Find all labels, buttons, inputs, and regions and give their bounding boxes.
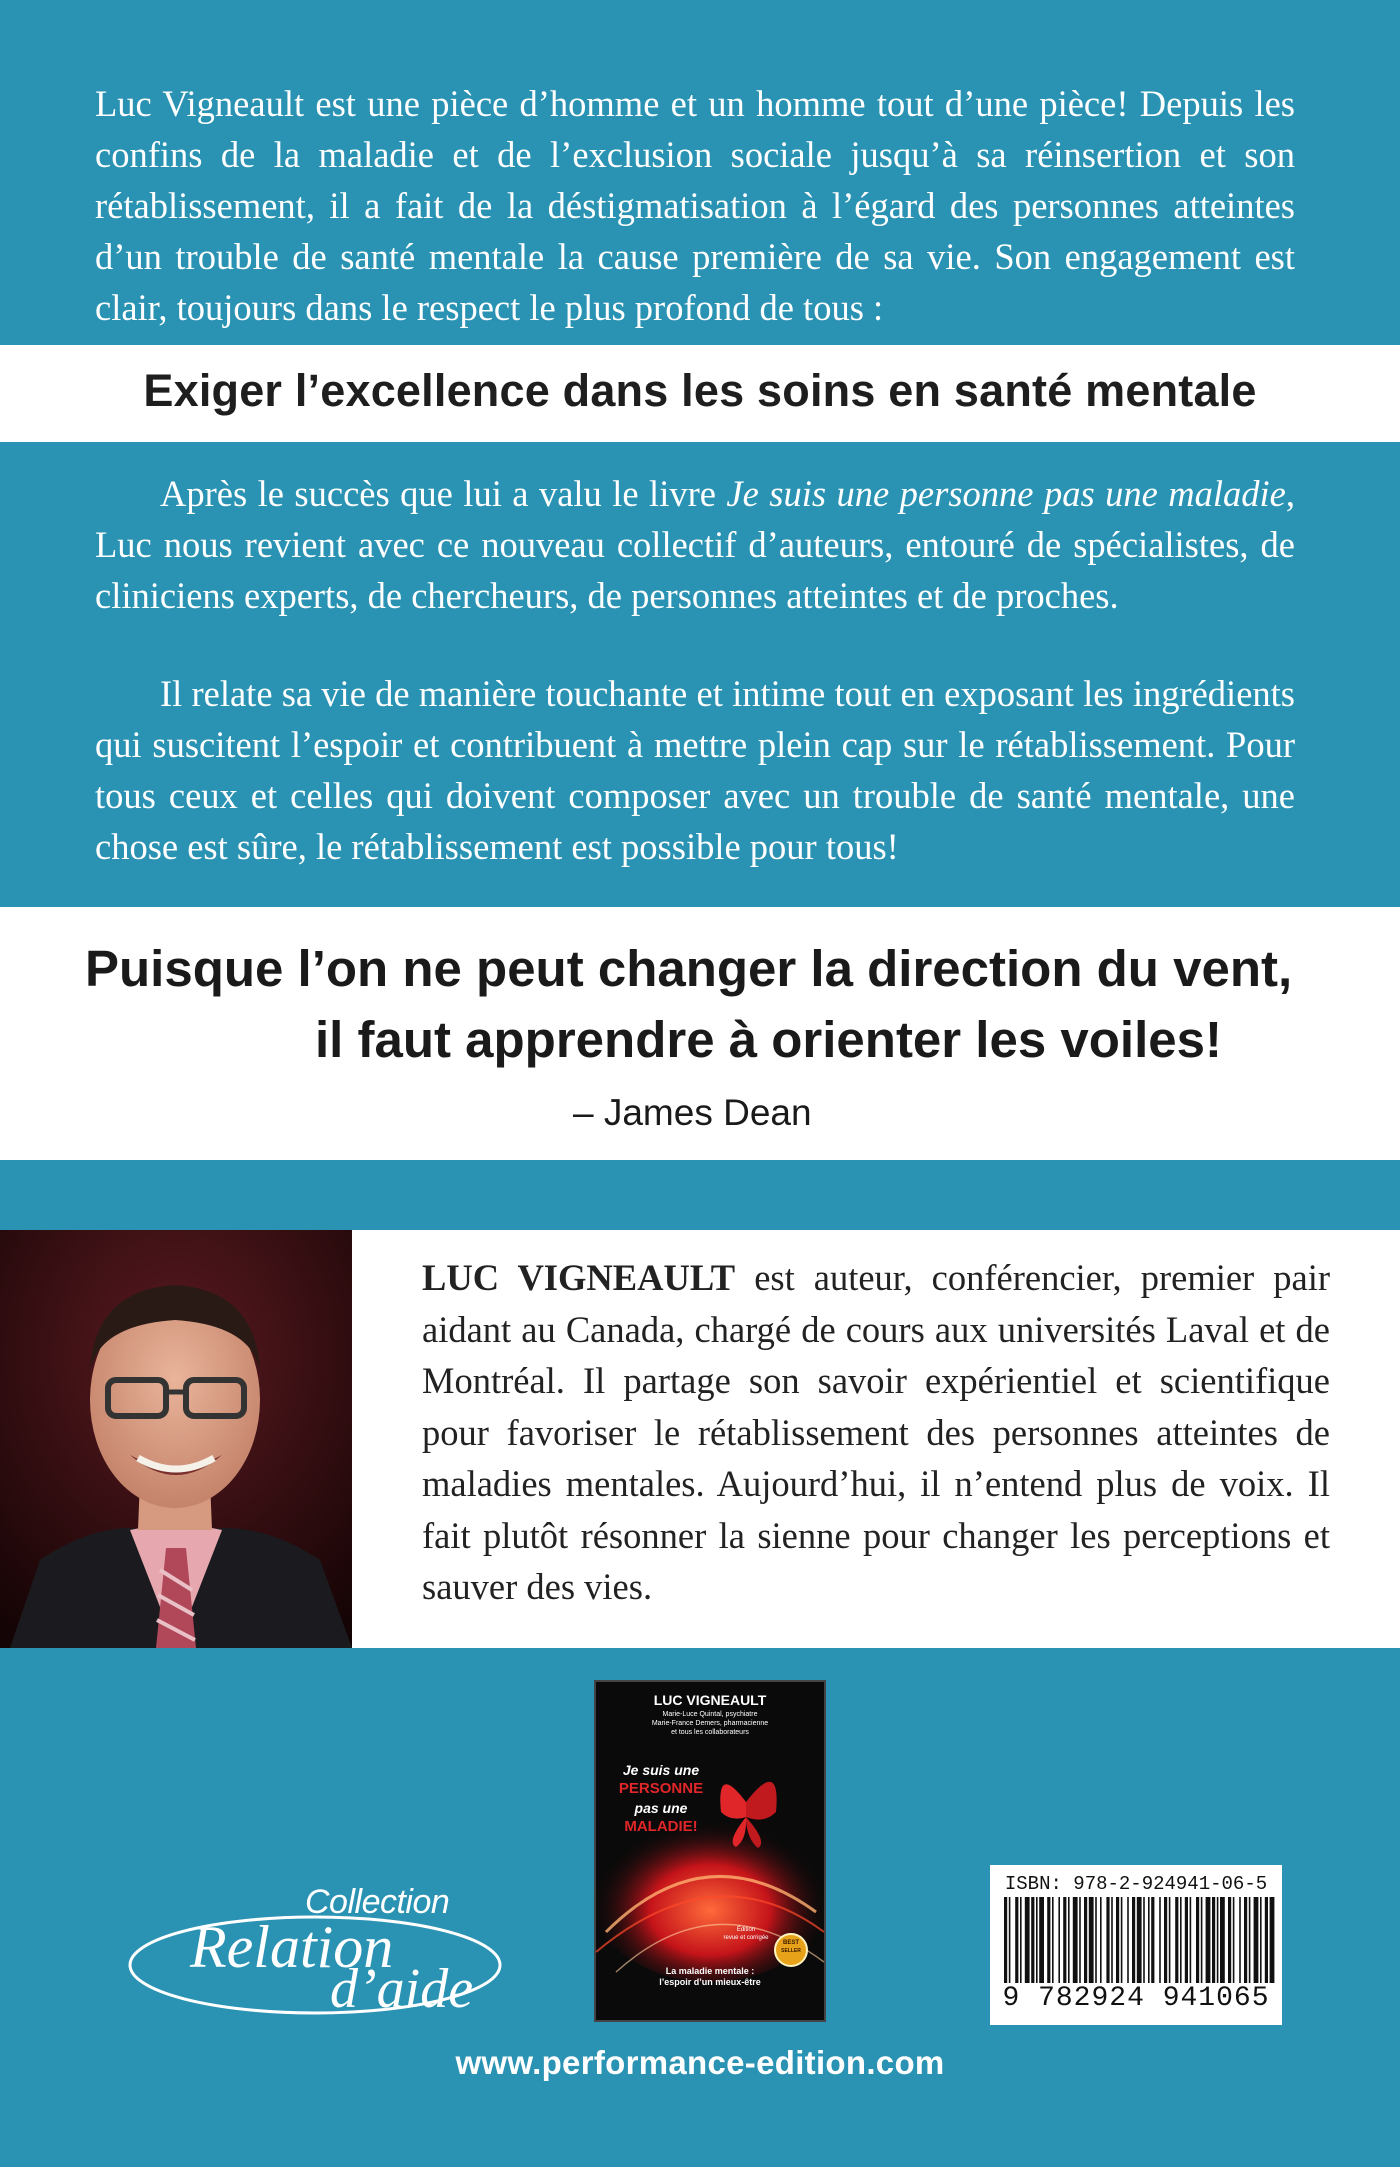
book-title-line-4: MALADIE! [624,1818,698,1835]
barcode-bar [1244,1897,1247,1983]
barcode-bar [1239,1897,1241,1983]
logo-collection-word: Collection [305,1883,450,1921]
barcode-bar [1180,1897,1182,1983]
book-contributors: Marie-Luce Quintal, psychiatre Marie-France Demers, pharmacienne et tous les collaborateurs [651,1711,769,1736]
book-bestseller-badge-top: BEST [782,1940,799,1946]
barcode-bar [1143,1897,1145,1983]
quote-band [0,907,1400,1160]
book-title-line-1: Je suis une [622,1762,700,1778]
barcode-bar [1196,1897,1199,1983]
author-bio-box [0,1230,1400,1648]
collection-logo [120,1875,510,2025]
quote-line-1: Puisque l’on ne peut changer la direction du vent, [85,940,1293,997]
barcode-bar [1233,1897,1235,1983]
author-portrait-illustration [0,1230,352,1648]
barcode-bar [1137,1897,1142,1983]
barcode-bar [1111,1897,1113,1983]
barcode-bar [1009,1897,1011,1983]
barcode-bar [1185,1897,1188,1983]
paragraph-text-after: , Luc nous revient avec ce nouveau collectif d’auteurs, entouré de spécialistes, de cliniciens experts, de chercheurs, de personnes atteintes et de proches. [95,473,1295,616]
book-author: LUC VIGNEAULT [653,1692,767,1708]
barcode-bar [1031,1897,1034,1983]
barcode-bar [1151,1897,1154,1983]
barcode-bar [1036,1897,1038,1983]
barcode-bar [1116,1897,1119,1983]
barcode-bar [1004,1897,1007,1983]
barcode-bar [1015,1897,1018,1983]
author-photo [0,1230,352,1648]
isbn-label: ISBN: 978-2-924941-06-5 [1004,1873,1268,1895]
barcode-bar [1249,1897,1251,1983]
barcode-bar [1254,1897,1259,1983]
headline: Exiger l’excellence dans les soins en santé mentale [143,365,1257,416]
headline-band [0,345,1400,442]
quote-line-2: il faut apprendre à orienter les voiles! [315,1011,1222,1068]
barcode-bar [1100,1897,1102,1983]
barcode-bar [1020,1897,1022,1983]
logo-relation-word: Relation [190,1914,394,1980]
book-subtitle: La maladie mentale : l’espoir d’un mieux-être [659,1966,761,1987]
barcode-bar [1073,1897,1078,1983]
author-bio-body: est auteur, conférencier, premier pair aidant au Canada, chargé de cours aux universités Laval et de Montréal. Il partage son savoir expérientiel et scientifique pour favoriser le rétablissement des personnes atteintes de maladies mentales. Aujourd’hui, il n’entend plus de voix. Il fait plutôt résonner la sienne pour changer les perceptions et sauver des vies. [422,1257,1330,1607]
barcode-bars [990,1897,1282,1987]
paragraph-text-before: Après le succès que lui a valu le livre [160,473,727,514]
barcode-bar [1132,1897,1135,1983]
paragraph-book-success [95,468,1295,621]
intro-paragraph: Luc Vigneault est une pièce d’homme et un homme tout d’une pièce! Depuis les confins de la maladie et de l’exclusion sociale jusqu’à sa réinsertion et son rétablissement, il a fait de la déstigmatisation à l’égard des personnes atteintes d’un trouble de santé mentale la cause première de sa vie. Son engagement est clair, toujours dans le respect le plus profond de tous : [95,83,1295,328]
barcode-bar [1217,1897,1219,1983]
barcode-bar [1190,1897,1192,1983]
barcode-bar [1175,1897,1178,1983]
barcode-bar [1106,1897,1109,1983]
barcode-bar [1148,1897,1150,1983]
barcode-bar [1052,1897,1054,1983]
author-name: LUC VIGNEAULT [422,1257,736,1298]
barcode-bar [1212,1897,1215,1983]
isbn-barcode [990,1865,1282,2025]
barcode-bar [1058,1897,1060,1983]
barcode-bar [1068,1897,1070,1983]
book-title-reference: Je suis une personne pas une maladie [726,473,1286,514]
logo-aide-word: d’aide [330,1958,474,2020]
barcode-bar [1206,1897,1211,1983]
barcode-bar [1025,1897,1030,1983]
book-bestseller-badge-bottom: SELLER [781,1948,801,1954]
quote-author: – James Dean [573,1092,812,1133]
author-bio-text [422,1252,1330,1613]
book-title-line-2: PERSONNE [618,1780,704,1797]
publisher-website[interactable]: www.performance-edition.com [455,2044,945,2081]
book-edition-note: Édition revue et corrigée [723,1927,769,1941]
previous-book-cover [594,1680,826,2022]
barcode-digits: 9 782924 941065 [1002,1983,1270,2014]
barcode-bar [1089,1897,1094,1983]
barcode-bar [1270,1897,1275,1983]
barcode-bar [1201,1897,1203,1983]
barcode-bar [1039,1897,1044,1983]
barcode-bar [1228,1897,1231,1983]
book-title-line-3: pas une [634,1800,688,1816]
barcode-bar [1164,1897,1167,1983]
barcode-bar [1047,1897,1050,1983]
paragraph-recovery: Il relate sa vie de manière touchante et intime tout en exposant les ingrédients qui suscitent l’espoir et contribuent à mettre plein cap sur le rétablissement. Pour tous ceux et celles qui doivent composer avec un trouble de santé mentale, une chose est sûre, le rétablissement est possible pour tous! [95,673,1295,867]
barcode-bar [1121,1897,1123,1983]
barcode-bar [1159,1897,1161,1983]
barcode-bar [1220,1897,1225,1983]
barcode-bar [1169,1897,1171,1983]
barcode-bar [1079,1897,1081,1983]
barcode-bar [1265,1897,1268,1983]
barcode-bar [1084,1897,1087,1983]
barcode-bar [1127,1897,1129,1983]
barcode-bar [1063,1897,1066,1983]
barcode-bar [1260,1897,1262,1983]
barcode-bar [1095,1897,1097,1983]
